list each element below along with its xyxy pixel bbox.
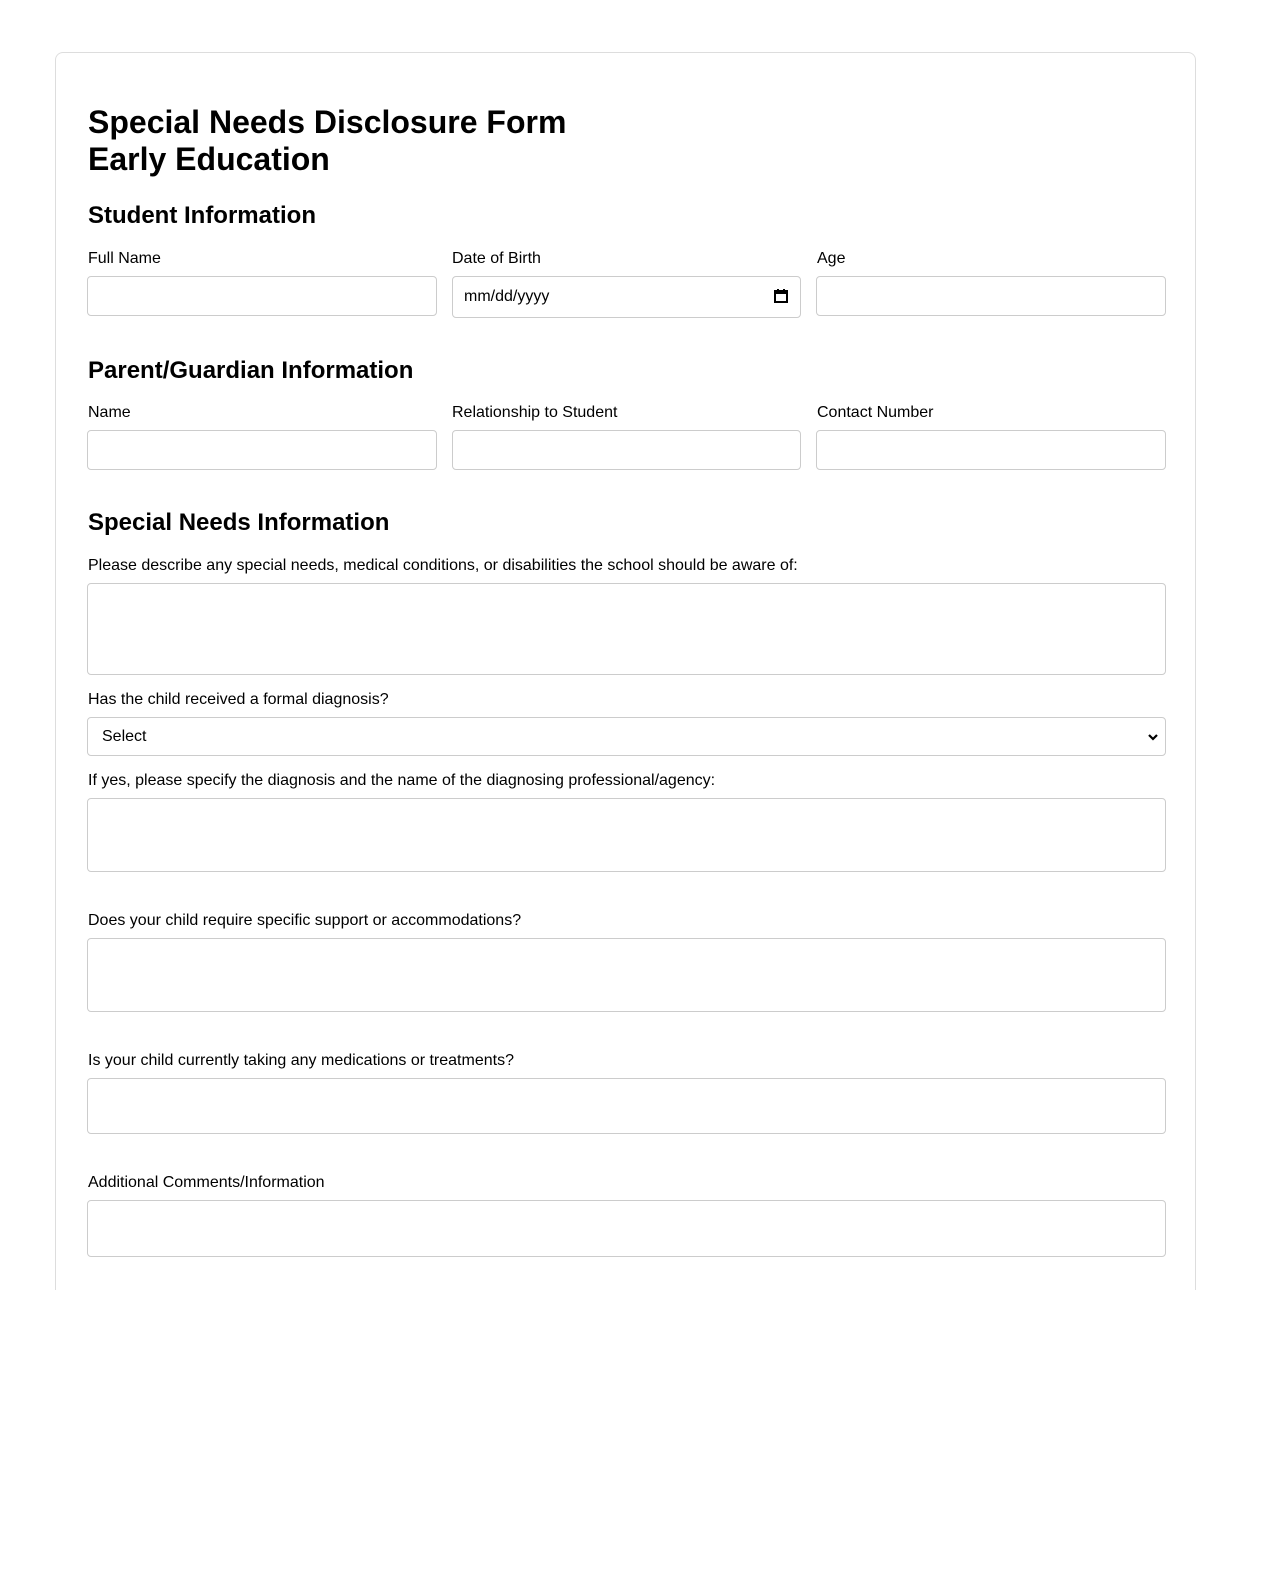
describe-needs-textarea[interactable] — [87, 583, 1166, 675]
medications-textarea[interactable] — [87, 1078, 1166, 1134]
student-info-heading: Student Information — [88, 202, 316, 229]
comments-textarea[interactable] — [87, 1200, 1166, 1257]
parent-name-input[interactable] — [87, 430, 437, 470]
age-input[interactable] — [816, 276, 1166, 316]
support-label: Does your child require specific support or accommodations? — [88, 912, 522, 929]
calendar-icon[interactable] — [774, 289, 788, 303]
diagnosis-label: Has the child received a formal diagnosis? — [88, 691, 389, 708]
diagnosis-select[interactable] — [87, 717, 1166, 756]
full-name-label: Full Name — [88, 250, 161, 267]
dob-input[interactable] — [452, 276, 801, 318]
dob-placeholder: mm/dd/yyyy — [464, 288, 550, 305]
form-title-line2: Early Education — [88, 141, 330, 177]
diagnosis-detail-textarea[interactable] — [87, 798, 1166, 872]
age-label: Age — [817, 250, 846, 267]
describe-needs-label: Please describe any special needs, medical conditions, or disabilities the school should be aware of: — [88, 557, 798, 574]
dob-label: Date of Birth — [452, 250, 541, 267]
support-textarea[interactable] — [87, 938, 1166, 1012]
form-title-line1: Special Needs Disclosure Form — [88, 104, 567, 140]
contact-number-input[interactable] — [816, 430, 1166, 470]
chevron-down-icon — [1147, 732, 1159, 742]
form-title — [88, 104, 566, 178]
parent-name-label: Name — [88, 404, 131, 421]
medications-label: Is your child currently taking any medications or treatments? — [88, 1052, 514, 1069]
relationship-input[interactable] — [452, 430, 801, 470]
relationship-label: Relationship to Student — [452, 404, 618, 421]
contact-number-label: Contact Number — [817, 404, 934, 421]
diagnosis-detail-label: If yes, please specify the diagnosis and the name of the diagnosing professional/agency: — [88, 772, 716, 789]
special-needs-heading: Special Needs Information — [88, 509, 390, 536]
full-name-input[interactable] — [87, 276, 437, 316]
diagnosis-selected-value: Select — [102, 728, 147, 745]
parent-info-heading: Parent/Guardian Information — [88, 357, 414, 384]
comments-label: Additional Comments/Information — [88, 1174, 325, 1191]
